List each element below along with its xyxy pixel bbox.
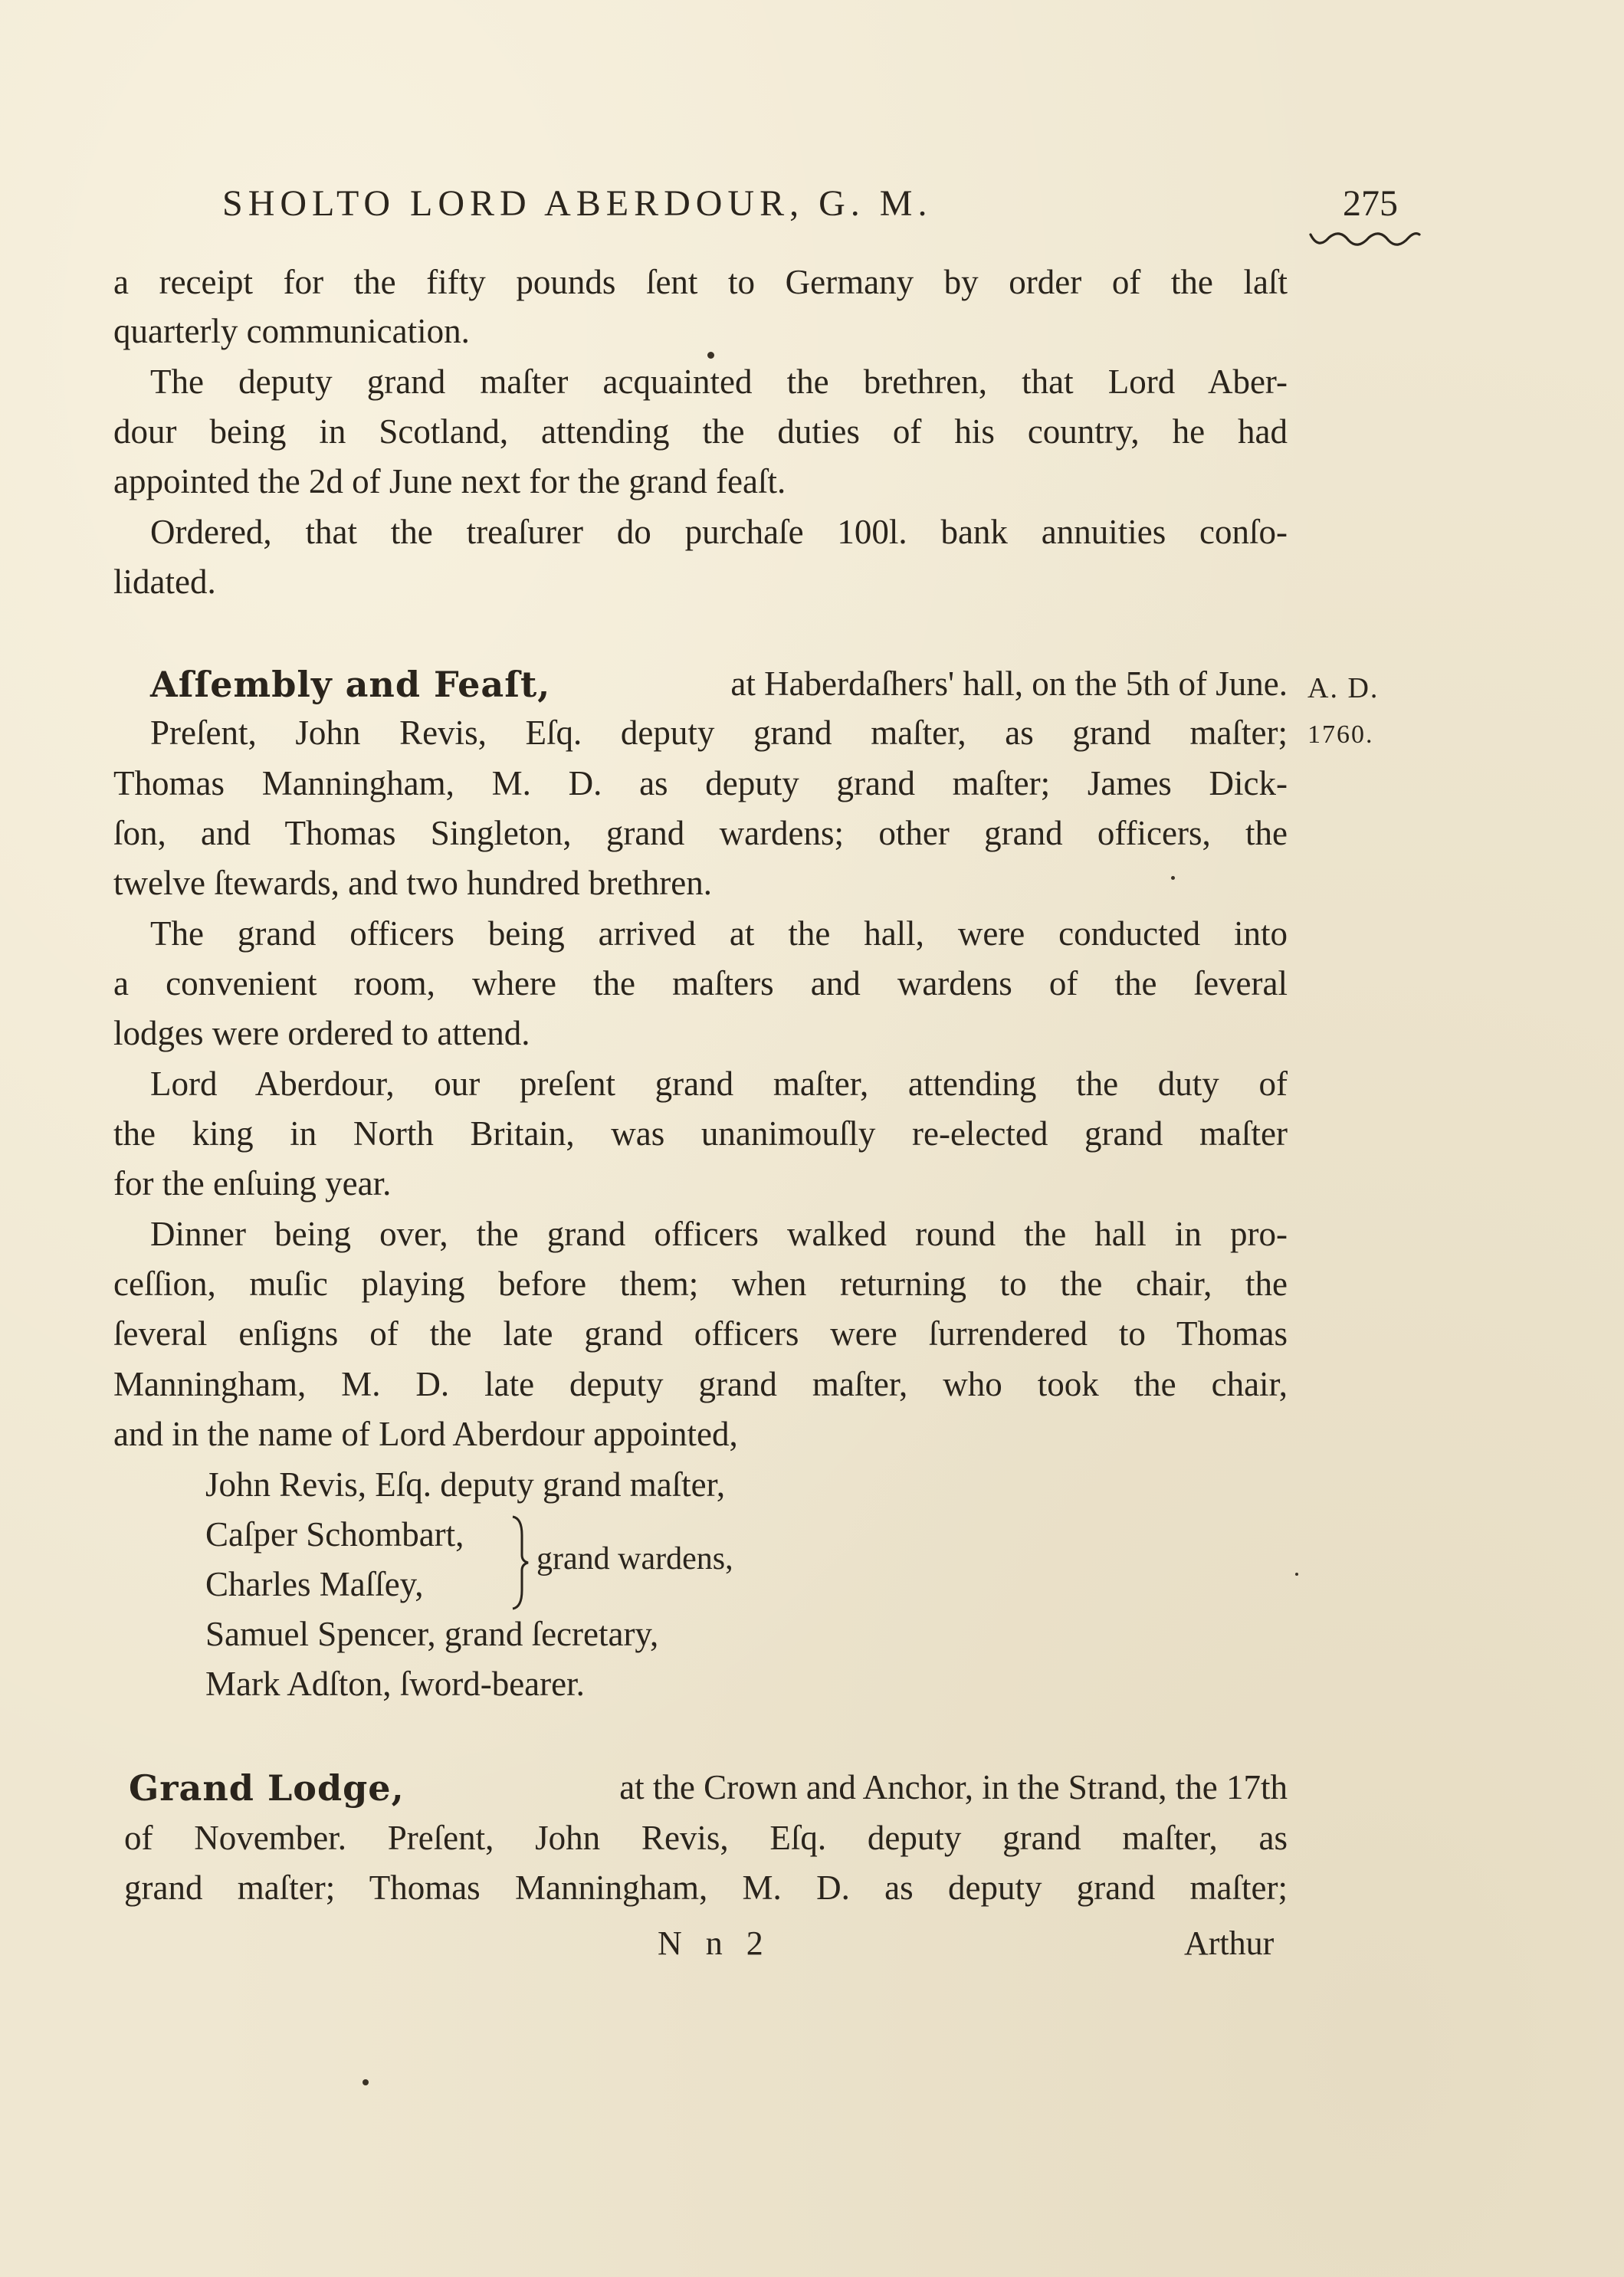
paper-speck [363,2079,369,2085]
assembly-heading-line [150,664,1288,705]
margin-note-ad: A. D. [1307,672,1380,704]
signature-mark: N n 2 [658,1924,771,1962]
p6-line-2: ceſſion, muſic playing before them; when returning to the chair, the [113,1267,1288,1303]
p2-line-1: The deputy grand maſter acquainted the brethren, that Lord Aber- [150,365,1288,401]
appointment-secretary: Samuel Spencer, grand ſecretary, [205,1615,659,1653]
p6-line-1: Dinner being over, the grand officers walked round the hall in pro- [150,1217,1288,1253]
page-number: 275 [1343,183,1398,224]
appointment-sword-bearer: Mark Adſton, ſword-bearer. [205,1665,585,1703]
assembly-heading: Aſſembly and Feaſt, [150,664,551,705]
p1-line-2: quarterly communication. [113,312,470,350]
p3-line-1: Ordered, that the treaſurer do purchaſe 100l. bank annuities conſo- [150,515,1288,551]
paper-speck [707,352,714,359]
appointment-wardens-label: grand wardens, [536,1541,733,1577]
paper-speck [1295,1573,1298,1576]
p5-line-1: Lord Aberdour, our preſent grand maſter, attending the duty of [150,1067,1288,1103]
running-head: SHOLTO LORD ABERDOUR, G. M. [222,183,933,224]
p2-line-2: dour being in Scotland, attending the duties of his country, he had [113,415,1288,451]
grand-lodge-line-3: grand maſter; Thomas Manningham, M. D. as deputy grand maſter; [124,1871,1288,1907]
p6-line-4: Manningham, M. D. late deputy grand maſter, who took the chair, [113,1367,1288,1403]
p3-line-2: lidated. [113,563,216,601]
assembly-line-1-rest: at Haberdaſhers' hall, on the 5th of June. [730,664,1288,703]
grand-lodge-heading-line [129,1767,1288,1809]
assembly-line-5: twelve ſtewards, and two hundred brethren. [113,864,712,902]
p4-line-3: lodges were ordered to attend. [113,1014,530,1052]
assembly-line-4: ſon, and Thomas Singleton, grand wardens; other grand officers, the [113,816,1288,852]
appointment-deputy: John Revis, Eſq. deputy grand maſter, [205,1465,726,1504]
ornament-flourish-icon [1307,227,1422,253]
p5-line-2: the king in North Britain, was unanimouſly re-elected grand maſter [113,1117,1288,1153]
appointment-warden-2: Charles Maſſey, [205,1565,424,1603]
margin-note-year: 1760. [1307,720,1374,749]
p1-line-1: a receipt for the fifty pounds ſent to Germany by order of the laſt [113,265,1288,301]
grand-lodge-heading: Grand Lodge, [129,1767,405,1809]
p6-line-5: and in the name of Lord Aberdour appointed, [113,1415,738,1453]
grand-lodge-line-2: of November. Preſent, John Revis, Eſq. deputy grand maſter, as [124,1821,1288,1857]
grand-lodge-line-1-rest: at the Crown and Anchor, in the Strand, the 17th [619,1768,1288,1806]
catchword: Arthur [1184,1924,1275,1962]
paper-speck [1171,876,1175,880]
brace-bracket-icon [510,1512,533,1612]
assembly-line-3: Thomas Manningham, M. D. as deputy grand maſter; James Dick- [113,766,1288,802]
appointment-warden-1: Caſper Schombart, [205,1515,464,1554]
p2-line-3: appointed the 2d of June next for the grand feaſt. [113,462,786,500]
p4-line-1: The grand officers being arrived at the hall, were conducted into [150,917,1288,953]
p6-line-3: ſeveral enſigns of the late grand officers were ſurrendered to Thomas [113,1317,1288,1353]
p4-line-2: a convenient room, where the maſters and wardens of the ſeveral [113,966,1288,1002]
assembly-line-2: Preſent, John Revis, Eſq. deputy grand maſter, as grand maſter; [150,716,1288,752]
p5-line-3: for the enſuing year. [113,1164,392,1202]
